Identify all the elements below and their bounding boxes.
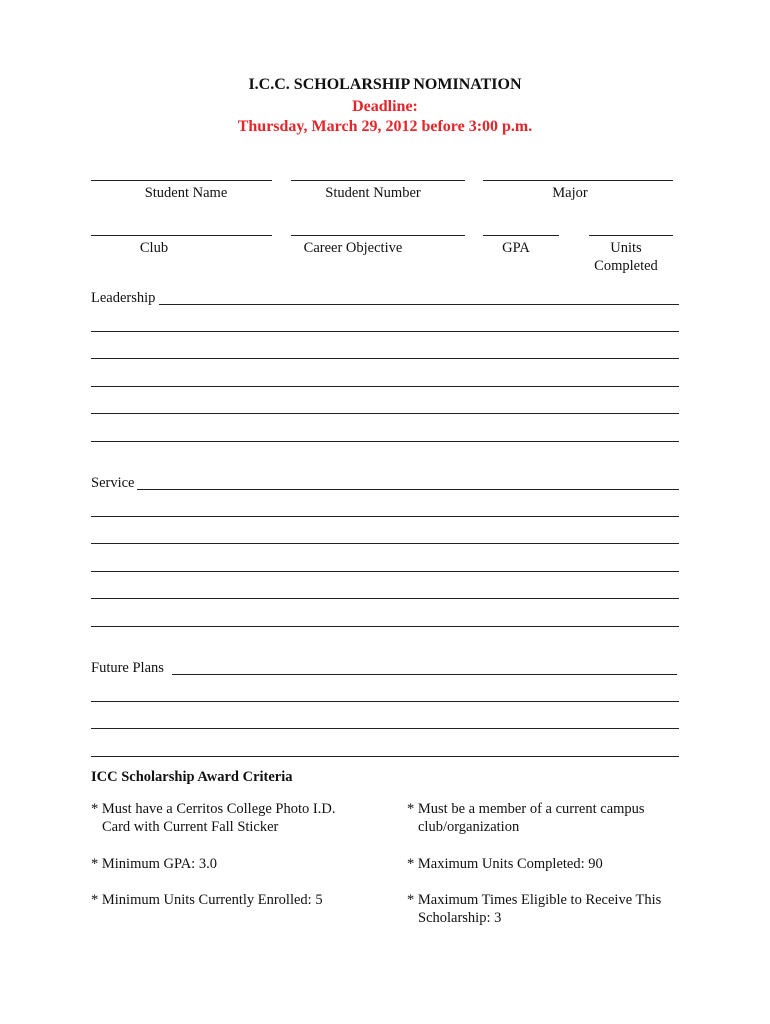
service-label: Service [91,475,135,491]
club-field[interactable] [91,215,272,235]
gpa-label: GPA [502,240,530,256]
major-line [483,180,673,181]
future-plans-line [91,728,679,729]
gpa-field[interactable] [483,215,559,235]
deadline-label: Deadline: [352,98,418,115]
criteria-text: * Maximum Times Eligible to Receive This [407,892,662,908]
deadline-date: Thursday, March 29, 2012 before 3:00 p.m. [237,118,533,135]
criteria-item [91,800,391,836]
leadership-line [91,331,679,332]
form-title: I.C.C. SCHOLARSHIP NOMINATION [248,76,522,93]
leadership-label: Leadership [91,290,156,306]
criteria-item [91,855,391,873]
leadership-line [91,441,679,442]
service-line [91,571,679,572]
units-completed-label-line2: Completed [594,258,658,274]
criteria-item [407,891,697,927]
criteria-title: ICC Scholarship Award Criteria [91,769,293,785]
future-plans-line [91,701,679,702]
service-line [91,543,679,544]
criteria-item [407,800,697,836]
leadership-line [91,358,679,359]
criteria-text: * Minimum Units Currently Enrolled: 5 [91,892,323,908]
gpa-line [483,235,559,236]
student-number-label: Student Number [325,185,421,201]
criteria-item [91,891,391,909]
criteria-text: club/organization [418,819,520,835]
units-completed-label-line1: Units [610,240,642,256]
major-label: Major [552,185,588,201]
future-plans-field[interactable] [172,655,677,675]
service-field[interactable] [137,470,679,490]
criteria-text: Card with Current Fall Sticker [102,819,279,835]
student-name-line [91,180,272,181]
student-name-label: Student Name [144,185,228,201]
career-objective-label: Career Objective [303,240,403,256]
future-plans-label: Future Plans [91,660,164,676]
units-completed-field[interactable] [589,215,673,235]
student-number-line [291,180,465,181]
leadership-line [91,386,679,387]
criteria-item [407,855,697,873]
criteria-text: * Must have a Cerritos College Photo I.D. [91,801,336,817]
criteria-text: * Must be a member of a current campus [407,801,645,817]
student-number-field[interactable] [291,160,465,180]
student-name-field[interactable] [91,160,272,180]
criteria-text: * Maximum Units Completed: 90 [407,856,603,872]
leadership-line [91,413,679,414]
club-line [91,235,272,236]
service-line [91,516,679,517]
criteria-text: Scholarship: 3 [418,910,502,926]
major-field[interactable] [483,160,673,180]
service-line [91,598,679,599]
future-plans-line [91,756,679,757]
career-objective-field[interactable] [291,215,465,235]
criteria-text: * Minimum GPA: 3.0 [91,856,217,872]
service-line [91,626,679,627]
club-label: Club [139,240,169,256]
units-completed-line [589,235,673,236]
career-objective-line [291,235,465,236]
leadership-field[interactable] [159,285,679,305]
